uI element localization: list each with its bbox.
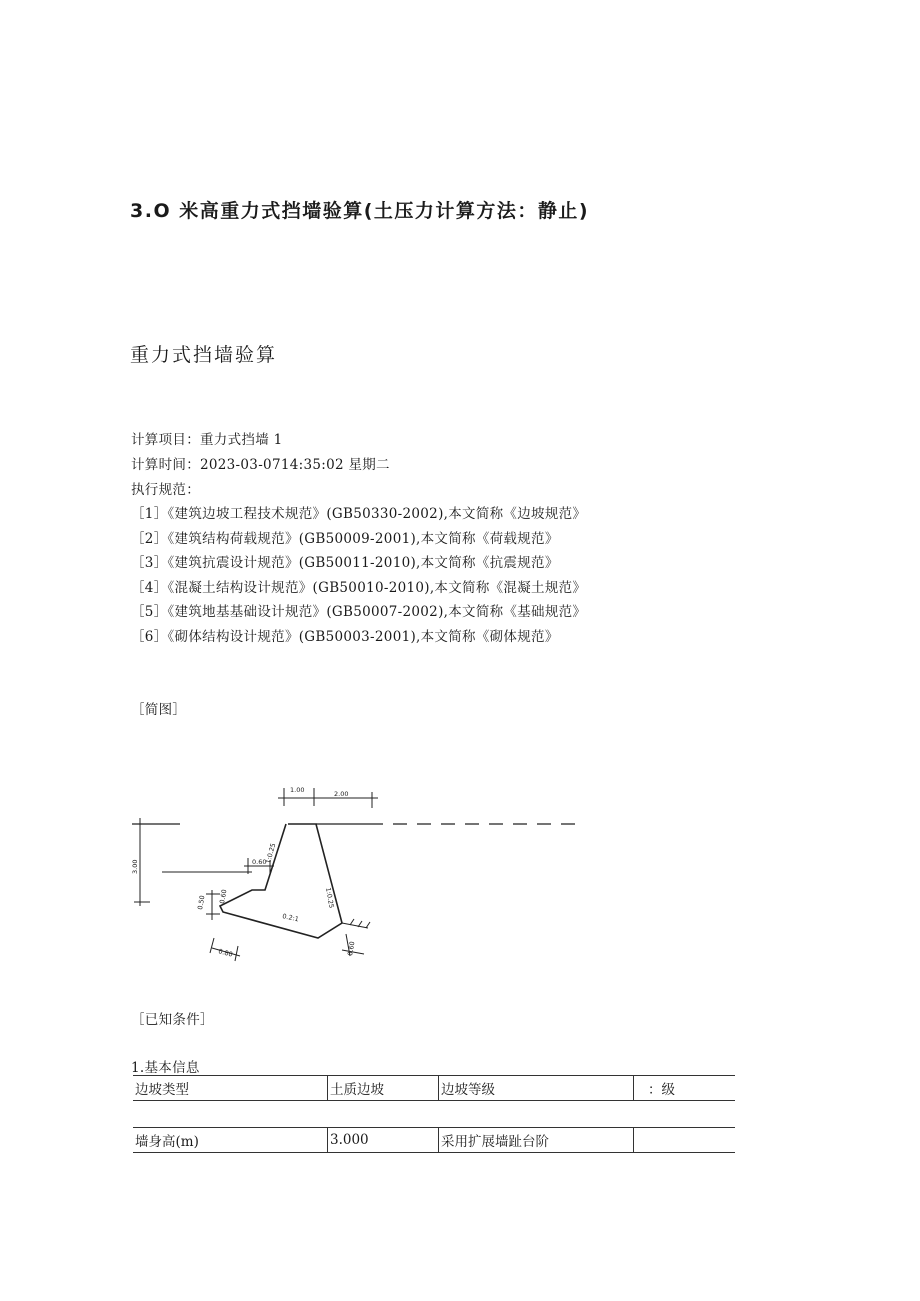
section-title: 重力式挡墙验算 [130, 344, 278, 366]
wall-outline [220, 824, 342, 938]
label-face-slope: 1:0.25 [264, 842, 278, 865]
table-cell: 土质边坡 [328, 1076, 439, 1101]
codes-heading: 执行规范： [131, 482, 200, 498]
toe-height-dimension [206, 890, 220, 920]
table-cell [634, 1128, 736, 1153]
label-base-slope: 0.2:1 [281, 912, 300, 924]
label-wall-height: 3.00 [131, 859, 139, 874]
table-cell: 边坡类型 [133, 1076, 328, 1101]
basic-info-heading: 1.基本信息 [131, 1060, 200, 1076]
table-cell: 墙身高(m) [133, 1128, 328, 1153]
calc-time: 计算时间：2023-03-0714:35:02 星期二 [131, 457, 390, 473]
retaining-wall-diagram [128, 778, 588, 968]
code-item: ［2］《建筑结构荷载规范》(GB50009-2001),本文简称《荷载规范》 [131, 531, 559, 547]
heel-hatch [342, 919, 370, 928]
code-item: ［4］《混凝土结构设计规范》(GB50010-2010),本文简称《混凝土规范》 [131, 580, 587, 596]
label-back-slope: 1:0.25 [324, 886, 336, 909]
calc-project: 计算项目：重力式挡墙 1 [131, 432, 283, 448]
label-heel-height: 0.60 [346, 940, 357, 957]
main-title: 3.O 米高重力式挡墙验算(土压力计算方法：静止) [130, 200, 590, 222]
code-item: ［3］《建筑抗震设计规范》(GB50011-2010),本文简称《抗震规范》 [131, 555, 559, 571]
table-cell: ：级 [634, 1076, 736, 1101]
label-toe-height-a: 0.50 [196, 894, 207, 911]
label-toe-step-width: 0.60 [252, 858, 267, 866]
label-toe-height-b: 0.60 [218, 888, 229, 905]
table-cell: 3.000 [328, 1128, 439, 1153]
code-item: ［1］《建筑边坡工程技术规范》(GB50330-2002),本文简称《边坡规范》 [131, 506, 587, 522]
known-conditions-heading: ［已知条件］ [131, 1012, 214, 1028]
code-item: ［5］《建筑地基基础设计规范》(GB50007-2002),本文简称《基础规范》 [131, 604, 587, 620]
table-cell: 边坡等级 [439, 1076, 634, 1101]
basic-info-table [133, 1127, 735, 1153]
label-surcharge-width: 2.00 [334, 790, 349, 798]
label-top-width: 1.00 [290, 786, 305, 794]
table-row [133, 1128, 735, 1153]
code-item: ［6］《砌体结构设计规范》(GB50003-2001),本文简称《砌体规范》 [131, 629, 559, 645]
label-toe-width: 0.80 [217, 947, 234, 959]
diagram-heading: ［简图］ [131, 702, 187, 718]
basic-info-table [133, 1075, 735, 1101]
table-row [133, 1076, 735, 1101]
table-cell: 采用扩展墙趾台阶 [439, 1128, 634, 1153]
